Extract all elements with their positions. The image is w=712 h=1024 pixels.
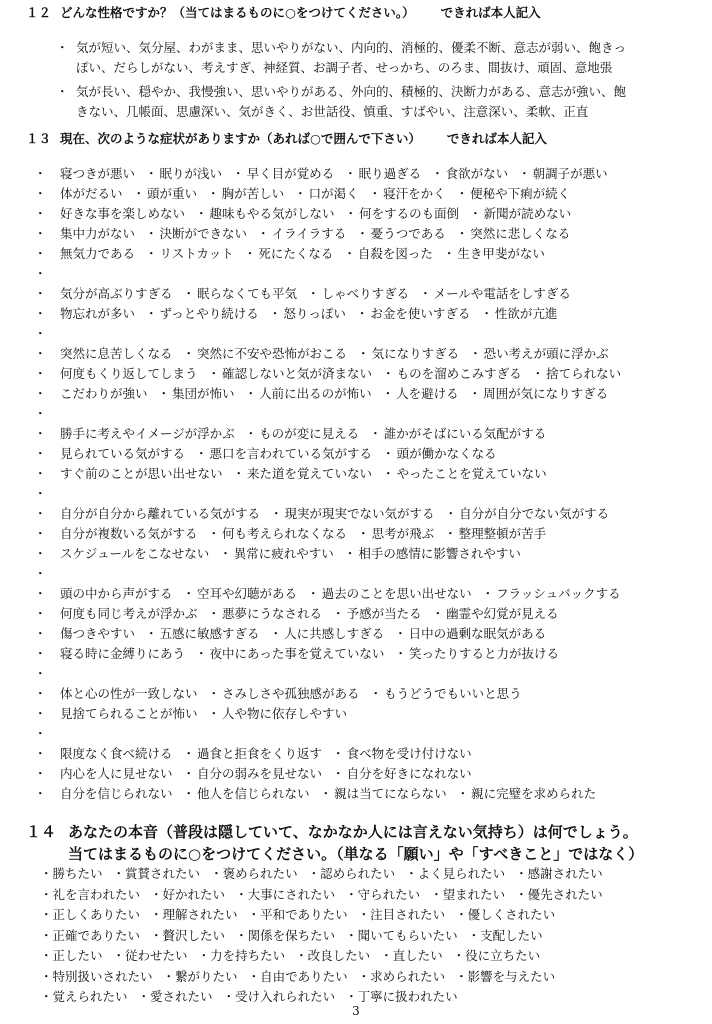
- symptom-row: [34, 244, 706, 264]
- bullet: ・: [34, 746, 47, 761]
- feeling-option[interactable]: ・ 守られたい: [345, 887, 420, 902]
- symptom-option[interactable]: 物忘れが多い: [60, 306, 136, 321]
- symptom-items: [60, 684, 532, 704]
- symptom-items: [60, 444, 507, 464]
- symptom-row: [34, 504, 706, 524]
- symptom-row: [34, 204, 706, 224]
- feeling-option[interactable]: ・ 賞賛されたい: [113, 866, 201, 881]
- personality-paragraph-2: [56, 82, 696, 122]
- symptom-items: [60, 524, 556, 544]
- symptom-items: [60, 544, 531, 564]
- bullet: ・: [34, 346, 47, 361]
- section-13-header: [26, 130, 706, 148]
- feeling-option[interactable]: ・ 愛されたい: [138, 989, 213, 1004]
- symptom-option[interactable]: ・ 怒りっぽい: [269, 306, 346, 321]
- feeling-row: [40, 926, 708, 947]
- feeling-option[interactable]: ・ 覚えられたい: [40, 989, 128, 1004]
- section-14-title-line-2: 当てはまるものに○をつけてください。（単なる「願い」や「すべきこと」ではなく）: [68, 845, 644, 863]
- symptom-option[interactable]: ・ 異常に疲れやすい: [219, 546, 334, 561]
- symptom-items: [60, 364, 631, 384]
- symptom-option[interactable]: ・ 生き甲斐がない: [443, 246, 545, 261]
- symptom-option[interactable]: こだわりが強い: [60, 386, 148, 401]
- symptom-option[interactable]: ・ 頭が働かなくなる: [382, 446, 497, 461]
- symptom-items: [60, 504, 619, 524]
- bullet: ・: [34, 786, 47, 801]
- symptom-option[interactable]: ・ 眠り過ぎる: [344, 166, 421, 181]
- feeling-option[interactable]: ・ よく見られたい: [405, 866, 505, 881]
- symptom-items: [60, 744, 482, 764]
- symptom-option[interactable]: ・ もうどうでもいいと思う: [370, 686, 522, 701]
- symptom-option[interactable]: ・ 決断ができない: [145, 226, 247, 241]
- feeling-option[interactable]: ・ 理解されたい: [150, 907, 238, 922]
- feeling-option[interactable]: ・ 贅沢したい: [150, 928, 225, 943]
- symptom-row-blank: [34, 724, 706, 744]
- symptom-option[interactable]: ・ 他人を信じられない: [183, 786, 310, 801]
- symptom-option[interactable]: ・ 何をするのも面倒: [345, 206, 460, 221]
- section-12-note: できれば本人記入: [440, 5, 541, 20]
- symptom-option[interactable]: ・ 笑ったりすると力が抜ける: [394, 646, 559, 661]
- symptom-row: [34, 784, 706, 804]
- symptom-option[interactable]: ・ 相手の感情に影響されやすい: [344, 546, 521, 561]
- personality-paragraph-1: [56, 38, 696, 78]
- bullet: ・: [34, 226, 47, 241]
- symptom-option[interactable]: ・ 五感に敏感すぎる: [145, 626, 260, 641]
- symptom-row: [34, 644, 706, 664]
- symptom-items: [60, 424, 556, 444]
- symptom-row: [34, 704, 706, 724]
- symptom-row-blank: [34, 664, 706, 684]
- bullet: ・: [34, 766, 47, 781]
- symptom-row: [34, 424, 706, 444]
- symptom-row: [34, 224, 706, 244]
- symptom-row: [34, 764, 706, 784]
- symptom-option[interactable]: ・ 過食と拒食をくり返す: [183, 746, 323, 761]
- symptom-items: [60, 464, 557, 484]
- symptom-option[interactable]: 寝つきが悪い: [60, 166, 136, 181]
- bullet: ・: [56, 84, 69, 99]
- symptom-option[interactable]: ・ 過去のことを思い出せない: [307, 586, 472, 601]
- symptom-list: [34, 164, 706, 804]
- symptom-option[interactable]: 見捨てられることが怖い: [60, 706, 198, 721]
- section-13-number: １３: [26, 131, 52, 146]
- bullet: ・: [34, 486, 47, 501]
- section-12-header: [26, 4, 706, 22]
- symptom-option[interactable]: ・ 早く目が覚める: [232, 166, 334, 181]
- symptom-option[interactable]: ・ 集団が怖い: [158, 386, 235, 401]
- bullet: ・: [34, 186, 47, 201]
- feeling-option[interactable]: ・ 平和でありたい: [248, 907, 348, 922]
- section-13-title: 現在、次のような症状がありますか（あれば○で囲んで下さい）: [60, 131, 421, 146]
- bullet: ・: [34, 546, 47, 561]
- bullet: ・: [34, 206, 47, 221]
- symptom-row: [34, 624, 706, 644]
- symptom-option[interactable]: ・ 何も考えられなくなる: [208, 526, 348, 541]
- bullet: ・: [34, 586, 47, 601]
- symptom-row-blank: [34, 264, 706, 284]
- section-14-number: １４: [26, 823, 57, 841]
- feeling-row: [40, 967, 708, 988]
- feeling-row: [40, 946, 708, 967]
- symptom-option[interactable]: ・ 突然に不安や恐怖がおこる: [183, 346, 348, 361]
- page-number: 3: [352, 1004, 360, 1018]
- symptom-items: [60, 224, 580, 244]
- bullet: ・: [56, 40, 69, 55]
- symptom-option[interactable]: ・ 人に共感しすぎる: [270, 626, 385, 641]
- feeling-option[interactable]: ・ 役に立ちたい: [453, 948, 541, 963]
- feeling-row: [40, 864, 708, 885]
- symptom-option[interactable]: 気分が高ぶりすぎる: [60, 286, 173, 301]
- bullet: ・: [34, 526, 47, 541]
- symptom-option[interactable]: ・ 幽霊や幻覚が見える: [432, 606, 559, 621]
- symptom-option[interactable]: ・ 来た道を覚えていない: [233, 466, 373, 481]
- symptom-option[interactable]: 自分が複数いる気がする: [60, 526, 198, 541]
- feeling-option[interactable]: ・ 求められたい: [358, 969, 446, 984]
- bullet: ・: [34, 686, 47, 701]
- symptom-option[interactable]: ・ ものを溜めこみすぎる: [382, 366, 522, 381]
- symptom-option[interactable]: ・ 気になりすぎる: [357, 346, 459, 361]
- feeling-option[interactable]: ・ 大事にされたい: [235, 887, 335, 902]
- symptom-items: [60, 704, 357, 724]
- feeling-option[interactable]: ・ 丁寧に扱われたい: [345, 989, 458, 1004]
- personality-line: 気が長い、穏やか、我慢強い、思いやりがある、外向的、積極的、決断力がある、意志が強い、飽: [76, 84, 627, 99]
- symptom-option[interactable]: 好きな事を楽しめない: [60, 206, 186, 221]
- symptom-option[interactable]: ・ フラッシュバックする: [482, 586, 621, 601]
- symptom-row: [34, 184, 706, 204]
- symptom-row-blank: [34, 484, 706, 504]
- symptom-items: [60, 644, 569, 664]
- symptom-items: [60, 624, 556, 644]
- symptom-row: [34, 684, 706, 704]
- feeling-option[interactable]: ・ 勝ちたい: [40, 866, 103, 881]
- symptom-items: [60, 344, 619, 364]
- feeling-row: [40, 885, 708, 906]
- symptom-option[interactable]: ・ 頭が重い: [133, 186, 198, 201]
- symptom-option[interactable]: ・ 朝調子が悪い: [518, 166, 608, 181]
- feeling-option[interactable]: ・ 正したい: [40, 948, 103, 963]
- symptom-option[interactable]: スケジュールをこなせない: [60, 546, 210, 561]
- symptom-option[interactable]: 寝る時に金縛りにあう: [60, 646, 186, 661]
- bullet: ・: [34, 646, 47, 661]
- symptom-option[interactable]: 体がだるい: [60, 186, 123, 201]
- symptom-option[interactable]: ・ さみしさや孤独感がある: [208, 686, 360, 701]
- symptom-option[interactable]: ・ 整理整頓が苦手: [444, 526, 546, 541]
- symptom-option[interactable]: 勝手に考えやイメージが浮かぶ: [60, 426, 235, 441]
- symptom-option[interactable]: 自分が自分から離れている気がする: [60, 506, 261, 521]
- feeling-option[interactable]: ・ 力を持ちたい: [198, 948, 286, 963]
- symptom-option[interactable]: ・ 新聞が読めない: [469, 206, 571, 221]
- personality-line: きない、几帳面、思慮深い、気がきく、お世話役、慎重、すばやい、注意深い、柔軟、正直: [76, 104, 589, 119]
- symptom-items: [60, 304, 567, 324]
- symptom-row: [34, 344, 706, 364]
- section-13-note: できれば本人記入: [446, 131, 547, 146]
- feeling-option[interactable]: ・ 関係を保ちたい: [235, 928, 335, 943]
- symptom-option[interactable]: 体と心の性が一致しない: [60, 686, 198, 701]
- symptom-option[interactable]: ・ 憂うつである: [356, 226, 446, 241]
- symptom-items: [60, 204, 581, 224]
- symptom-option[interactable]: ・ メールや電話をしすぎる: [419, 286, 571, 301]
- symptom-option[interactable]: ・ 自分が自分でない気がする: [445, 506, 610, 521]
- feeling-row: [40, 905, 708, 926]
- symptom-option[interactable]: 内心を人に見せない: [60, 766, 173, 781]
- bullet: ・: [34, 566, 47, 581]
- section-14-title-line-1: あなたの本音（普段は隠していて、なかなか人には言えない気持ち）は何でしょう。: [68, 823, 638, 841]
- bullet: ・: [34, 246, 47, 261]
- symptom-option[interactable]: ・ 親に完璧を求められた: [457, 786, 597, 801]
- symptom-row: [34, 384, 706, 404]
- feeling-option[interactable]: ・ 正しくありたい: [40, 907, 140, 922]
- symptom-option[interactable]: ・ 自分の弱みを見せない: [183, 766, 323, 781]
- bullet: ・: [34, 626, 47, 641]
- bullet: ・: [34, 306, 47, 321]
- symptom-items: [60, 284, 581, 304]
- bullet: ・: [34, 366, 47, 381]
- symptom-items: [60, 244, 555, 264]
- symptom-option[interactable]: ・ 死にたくなる: [244, 246, 334, 261]
- bullet: ・: [34, 326, 47, 341]
- symptom-row: [34, 284, 706, 304]
- feeling-option[interactable]: ・ 従わせたい: [113, 948, 188, 963]
- symptom-option[interactable]: 傷つきやすい: [60, 626, 136, 641]
- feeling-option[interactable]: ・ 望まれたい: [430, 887, 505, 902]
- symptom-option[interactable]: ・ 人前に出るのが怖い: [245, 386, 372, 401]
- symptom-items: [60, 764, 482, 784]
- symptom-option[interactable]: ・ しゃべりすぎる: [307, 286, 409, 301]
- symptom-row: [34, 304, 706, 324]
- symptom-row: [34, 744, 706, 764]
- feeling-option[interactable]: ・ 直したい: [380, 948, 443, 963]
- symptom-option[interactable]: ・ 思考が飛ぶ: [357, 526, 434, 541]
- feeling-option[interactable]: ・ 支配したい: [468, 928, 543, 943]
- symptom-option[interactable]: 突然に息苦しくなる: [60, 346, 173, 361]
- feeling-option[interactable]: ・ 影響を与えたい: [455, 969, 555, 984]
- symptom-option[interactable]: 自分を信じられない: [60, 786, 173, 801]
- symptom-option[interactable]: ・ 夜中にあった事を覚えていない: [195, 646, 384, 661]
- symptom-option[interactable]: ・ リストカット: [145, 246, 234, 261]
- symptom-option[interactable]: ・ ずっとやり続ける: [145, 306, 259, 321]
- symptom-option[interactable]: ・ 自分を好きになれない: [332, 766, 472, 781]
- feeling-option[interactable]: ・ 受け入れられたい: [223, 989, 336, 1004]
- symptom-option[interactable]: ・ 日中の過剰な眠気がある: [394, 626, 546, 641]
- symptom-option[interactable]: 何度もくり返してしまう: [60, 366, 198, 381]
- section-12-number: １２: [26, 5, 52, 20]
- symptom-option[interactable]: ・ 人や物に依存しやすい: [208, 706, 348, 721]
- bullet: ・: [34, 286, 47, 301]
- symptom-option[interactable]: ・ 空耳や幻聴がある: [183, 586, 298, 601]
- bullet: ・: [34, 166, 47, 181]
- symptom-option[interactable]: ・ 捨てられない: [532, 366, 622, 381]
- bullet: ・: [34, 426, 47, 441]
- feeling-option[interactable]: ・ 好かれたい: [150, 887, 225, 902]
- symptom-option[interactable]: ・ 寝汗をかく: [369, 186, 446, 201]
- symptom-row: [34, 544, 706, 564]
- symptom-row: [34, 584, 706, 604]
- symptom-row: [34, 164, 706, 184]
- feeling-option[interactable]: ・ 注目されたい: [358, 907, 446, 922]
- symptom-items: [60, 184, 580, 204]
- symptom-option[interactable]: 頭の中から声がする: [60, 586, 173, 601]
- symptom-option[interactable]: ・ 食べ物を受け付けない: [332, 746, 472, 761]
- symptom-option[interactable]: ・ 眠らなくても平気: [183, 286, 298, 301]
- feeling-option[interactable]: ・ 優しくされたい: [455, 907, 555, 922]
- symptom-option[interactable]: ・ 胸が苦しい: [207, 186, 284, 201]
- bullet: ・: [34, 386, 47, 401]
- feeling-option[interactable]: ・ 特別扱いされたい: [40, 969, 153, 984]
- symptom-option[interactable]: ・ 便秘や下痢が続く: [456, 186, 571, 201]
- symptom-option[interactable]: ・ イライラする: [257, 226, 346, 241]
- symptom-row: [34, 444, 706, 464]
- feeling-option[interactable]: ・ 正確でありたい: [40, 928, 140, 943]
- bullet: ・: [34, 666, 47, 681]
- symptom-option[interactable]: ・ お金を使いすぎる: [356, 306, 471, 321]
- symptom-items: [60, 604, 569, 624]
- feeling-option[interactable]: ・ 改良したい: [295, 948, 370, 963]
- symptom-option[interactable]: ・ 自殺を図った: [343, 246, 433, 261]
- symptom-option[interactable]: ・ 現実が現実でない気がする: [270, 506, 435, 521]
- bullet: ・: [34, 466, 47, 481]
- bullet: ・: [34, 506, 47, 521]
- symptom-items: [60, 384, 618, 404]
- symptom-option[interactable]: ・ 恐い考えが頭に浮かぶ: [469, 346, 609, 361]
- symptom-option[interactable]: ・ 親は当てにならない: [320, 786, 447, 801]
- symptom-row: [34, 524, 706, 544]
- symptom-option[interactable]: ・ 眠りが浅い: [145, 166, 222, 181]
- bullet: ・: [34, 706, 47, 721]
- bullet: ・: [34, 606, 47, 621]
- symptom-option[interactable]: ・ 趣味もやる気がしない: [195, 206, 335, 221]
- feeling-option[interactable]: ・ 自由でありたい: [248, 969, 348, 984]
- symptom-option[interactable]: ・ 周囲が気になりすぎる: [469, 386, 609, 401]
- symptom-option[interactable]: すぐ前のことが思い出せない: [60, 466, 223, 481]
- symptom-items: [60, 584, 631, 604]
- symptom-items: [60, 784, 606, 804]
- symptom-row-blank: [34, 324, 706, 344]
- feeling-option[interactable]: ・ 感謝されたい: [515, 866, 603, 881]
- feeling-option[interactable]: ・ 礼を言われたい: [40, 887, 140, 902]
- section-14-header: [26, 822, 638, 843]
- section-12-title: どんな性格ですか？（当てはまるものに○をつけてください。）: [60, 5, 415, 20]
- symptom-option[interactable]: 限度なく食べ続ける: [60, 746, 173, 761]
- bullet: ・: [34, 446, 47, 461]
- feeling-option[interactable]: ・ 褒められたい: [210, 866, 298, 881]
- symptom-option[interactable]: ・ 性欲が亢進: [480, 306, 557, 321]
- symptom-option[interactable]: 見られている気がする: [60, 446, 186, 461]
- symptom-option[interactable]: ・ 確認しないと気が済まない: [208, 366, 373, 381]
- feeling-option[interactable]: ・ 優先されたい: [515, 887, 603, 902]
- symptom-option[interactable]: ・ 口が渇く: [294, 186, 359, 201]
- personality-line: ぽい、だらしがない、考えすぎ、神経質、お調子者、せっかち、のろま、間抜け、頑固、意地張: [76, 60, 613, 75]
- symptom-option[interactable]: 無気力である: [60, 246, 136, 261]
- symptom-row-blank: [34, 404, 706, 424]
- personality-line: 気が短い、気分屋、わがまま、思いやりがない、内向的、消極的、優柔不断、意志が弱い、飽きっ: [76, 40, 627, 55]
- bullet: ・: [34, 266, 47, 281]
- symptom-row: [34, 464, 706, 484]
- symptom-items: [60, 164, 618, 184]
- true-feelings-list: [40, 864, 708, 1008]
- symptom-option[interactable]: ・ 食欲がない: [431, 166, 508, 181]
- symptom-option[interactable]: ・ 悪夢にうなされる: [208, 606, 323, 621]
- symptom-row: [34, 364, 706, 384]
- symptom-option[interactable]: ・ 突然に悲しくなる: [456, 226, 571, 241]
- symptom-row: [34, 604, 706, 624]
- symptom-option[interactable]: ・ 予感が当たる: [332, 606, 422, 621]
- feeling-option[interactable]: ・ 聞いてもらいたい: [345, 928, 458, 943]
- feeling-option[interactable]: ・ 認められたい: [308, 866, 396, 881]
- symptom-option[interactable]: ・ 誰かがそばにいる気配がする: [369, 426, 546, 441]
- bullet: ・: [34, 726, 47, 741]
- symptom-option[interactable]: ・ 悪口を言われている気がする: [195, 446, 372, 461]
- symptom-option[interactable]: ・ 人を避ける: [382, 386, 459, 401]
- symptom-option[interactable]: ・ ものが変に見える: [245, 426, 360, 441]
- symptom-option[interactable]: 集中力がない: [60, 226, 136, 241]
- feeling-option[interactable]: ・ 繋がりたい: [163, 969, 238, 984]
- bullet: ・: [34, 406, 47, 421]
- symptom-option[interactable]: 何度も同じ考えが浮かぶ: [60, 606, 198, 621]
- symptom-option[interactable]: ・ やったことを覚えていない: [382, 466, 547, 481]
- symptom-row-blank: [34, 564, 706, 584]
